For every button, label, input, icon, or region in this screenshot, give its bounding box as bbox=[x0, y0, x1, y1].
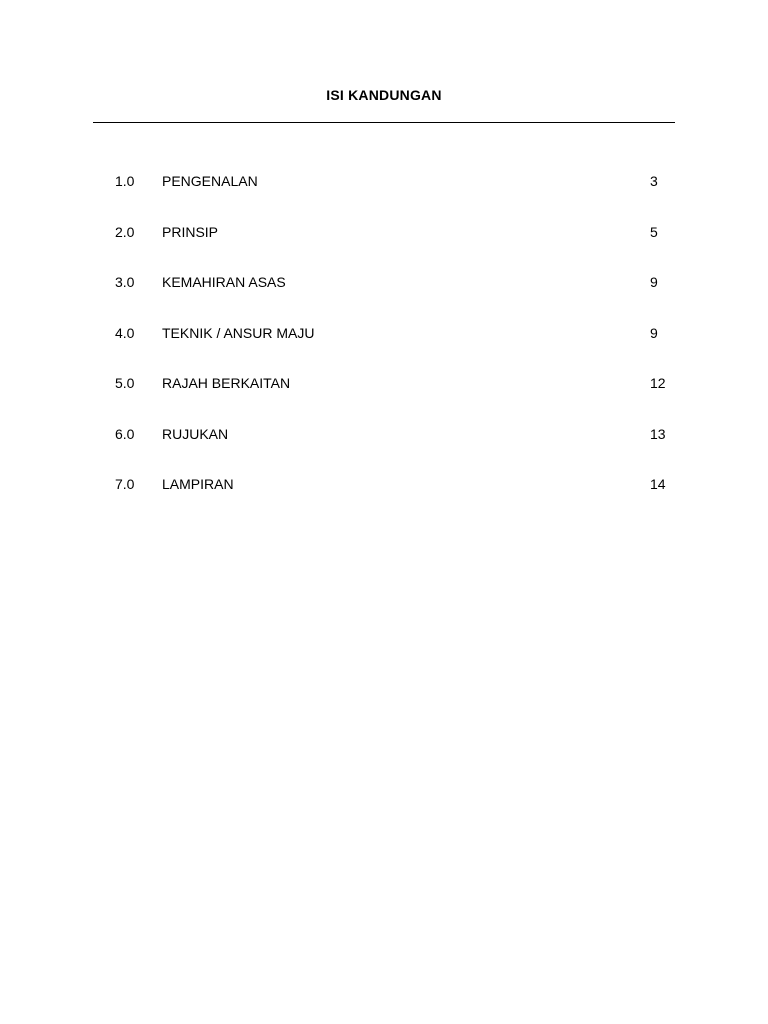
toc-entry-page: 13 bbox=[650, 425, 666, 442]
toc-entry-page: 9 bbox=[650, 324, 658, 341]
toc-entry-page: 3 bbox=[650, 173, 658, 189]
toc-entry bbox=[0, 475, 768, 526]
toc-entry-label: RUJUKAN bbox=[162, 425, 229, 442]
toc-entry-number: 7.0 bbox=[115, 476, 135, 492]
toc-entry-label: TEKNIK / ANSUR MAJU bbox=[162, 324, 315, 341]
toc-entry-page: 14 bbox=[650, 476, 666, 492]
toc-entry-label: LAMPIRAN bbox=[162, 476, 234, 492]
toc-entry bbox=[0, 425, 768, 476]
table-of-contents bbox=[0, 172, 768, 526]
toc-entry-page: 5 bbox=[650, 223, 658, 240]
title-divider bbox=[93, 122, 675, 123]
toc-entry-label: PRINSIP bbox=[162, 223, 219, 240]
toc-entry-page: 9 bbox=[650, 274, 658, 290]
toc-entry-number: 4.0 bbox=[115, 324, 135, 341]
toc-entry-number: 2.0 bbox=[115, 223, 135, 240]
toc-entry-number: 1.0 bbox=[115, 173, 135, 189]
toc-entry bbox=[0, 273, 768, 324]
toc-entry bbox=[0, 374, 768, 425]
toc-entry-number: 3.0 bbox=[115, 274, 135, 290]
toc-entry bbox=[0, 172, 768, 223]
toc-entry-page: 12 bbox=[650, 375, 666, 391]
toc-entry-label: RAJAH BERKAITAN bbox=[162, 375, 291, 391]
toc-entry-label: PENGENALAN bbox=[162, 173, 258, 189]
toc-entry bbox=[0, 223, 768, 274]
toc-entry-number: 5.0 bbox=[115, 375, 135, 391]
page-title: ISI KANDUNGAN bbox=[326, 87, 442, 103]
toc-entry-number: 6.0 bbox=[115, 425, 135, 442]
toc-entry bbox=[0, 324, 768, 375]
toc-entry-label: KEMAHIRAN ASAS bbox=[162, 274, 286, 290]
